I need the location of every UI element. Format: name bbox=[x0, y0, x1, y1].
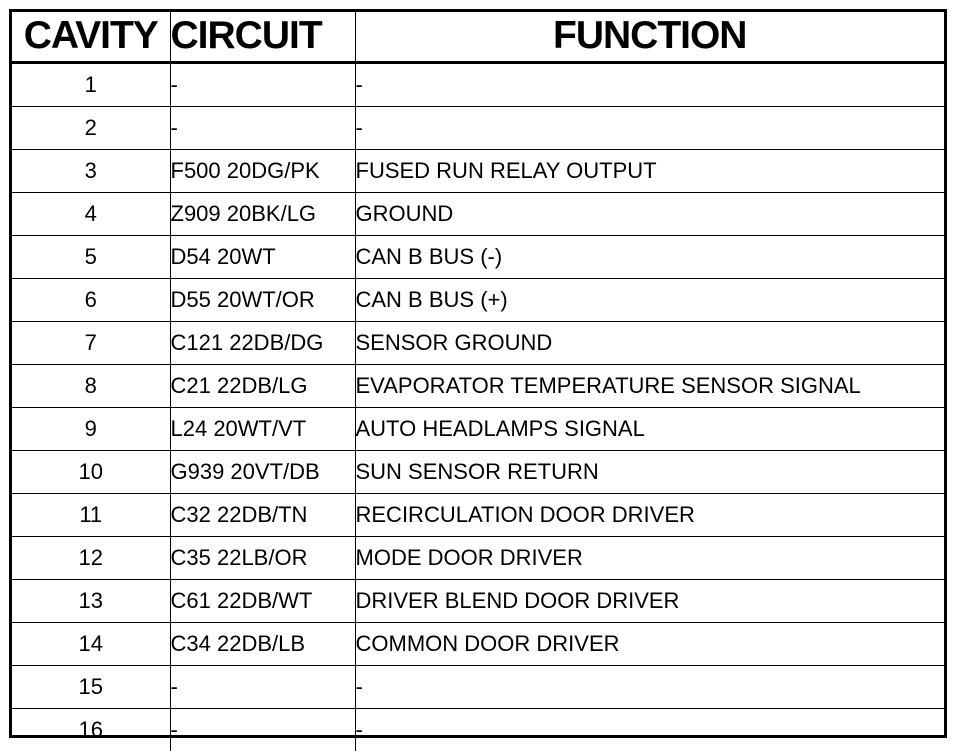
table-row bbox=[12, 665, 944, 708]
table-row bbox=[12, 407, 944, 450]
circuit-cell: G939 20VT/DB bbox=[170, 450, 355, 493]
circuit-cell: C121 22DB/DG bbox=[170, 321, 355, 364]
cavity-cell: 4 bbox=[12, 192, 170, 235]
pinout-table bbox=[12, 12, 944, 751]
table-row bbox=[12, 536, 944, 579]
function-cell: GROUND bbox=[355, 192, 944, 235]
table-row bbox=[12, 493, 944, 536]
cavity-cell: 2 bbox=[12, 106, 170, 149]
cavity-cell: 15 bbox=[12, 665, 170, 708]
circuit-cell: - bbox=[170, 665, 355, 708]
function-cell: DRIVER BLEND DOOR DRIVER bbox=[355, 579, 944, 622]
cavity-cell: 10 bbox=[12, 450, 170, 493]
table-row bbox=[12, 622, 944, 665]
function-cell: - bbox=[355, 708, 944, 751]
table-row bbox=[12, 708, 944, 751]
circuit-cell: C61 22DB/WT bbox=[170, 579, 355, 622]
cavity-cell: 1 bbox=[12, 62, 170, 106]
circuit-cell: - bbox=[170, 708, 355, 751]
circuit-cell: - bbox=[170, 106, 355, 149]
circuit-cell: - bbox=[170, 62, 355, 106]
pinout-table-body bbox=[12, 62, 944, 751]
table-row bbox=[12, 62, 944, 106]
function-cell: CAN B BUS (+) bbox=[355, 278, 944, 321]
table-row bbox=[12, 192, 944, 235]
table-row bbox=[12, 149, 944, 192]
table-row bbox=[12, 106, 944, 149]
circuit-column-header: CIRCUIT bbox=[170, 12, 355, 62]
table-row bbox=[12, 364, 944, 407]
cavity-cell: 9 bbox=[12, 407, 170, 450]
function-cell: SENSOR GROUND bbox=[355, 321, 944, 364]
function-cell: MODE DOOR DRIVER bbox=[355, 536, 944, 579]
cavity-cell: 11 bbox=[12, 493, 170, 536]
header-row bbox=[12, 12, 944, 62]
cavity-cell: 6 bbox=[12, 278, 170, 321]
table-row bbox=[12, 450, 944, 493]
circuit-cell: D55 20WT/OR bbox=[170, 278, 355, 321]
connector-pinout-sheet bbox=[9, 9, 947, 742]
circuit-cell: C21 22DB/LG bbox=[170, 364, 355, 407]
table-row bbox=[12, 321, 944, 364]
function-cell: COMMON DOOR DRIVER bbox=[355, 622, 944, 665]
cavity-cell: 13 bbox=[12, 579, 170, 622]
cavity-cell: 14 bbox=[12, 622, 170, 665]
circuit-cell: C35 22LB/OR bbox=[170, 536, 355, 579]
function-cell: AUTO HEADLAMPS SIGNAL bbox=[355, 407, 944, 450]
cavity-cell: 5 bbox=[12, 235, 170, 278]
circuit-cell: C34 22DB/LB bbox=[170, 622, 355, 665]
cavity-cell: 3 bbox=[12, 149, 170, 192]
table-row bbox=[12, 278, 944, 321]
cavity-cell: 16 bbox=[12, 708, 170, 751]
cavity-cell: 7 bbox=[12, 321, 170, 364]
function-cell: SUN SENSOR RETURN bbox=[355, 450, 944, 493]
function-cell: CAN B BUS (-) bbox=[355, 235, 944, 278]
cavity-cell: 12 bbox=[12, 536, 170, 579]
table-row bbox=[12, 579, 944, 622]
circuit-cell: C32 22DB/TN bbox=[170, 493, 355, 536]
circuit-cell: Z909 20BK/LG bbox=[170, 192, 355, 235]
circuit-cell: L24 20WT/VT bbox=[170, 407, 355, 450]
circuit-cell: F500 20DG/PK bbox=[170, 149, 355, 192]
function-cell: - bbox=[355, 665, 944, 708]
function-cell: - bbox=[355, 106, 944, 149]
circuit-cell: D54 20WT bbox=[170, 235, 355, 278]
function-cell: RECIRCULATION DOOR DRIVER bbox=[355, 493, 944, 536]
function-cell: FUSED RUN RELAY OUTPUT bbox=[355, 149, 944, 192]
function-cell: - bbox=[355, 62, 944, 106]
table-row bbox=[12, 235, 944, 278]
cavity-column-header: CAVITY bbox=[12, 12, 170, 62]
cavity-cell: 8 bbox=[12, 364, 170, 407]
function-column-header: FUNCTION bbox=[355, 12, 944, 62]
function-cell: EVAPORATOR TEMPERATURE SENSOR SIGNAL bbox=[355, 364, 944, 407]
